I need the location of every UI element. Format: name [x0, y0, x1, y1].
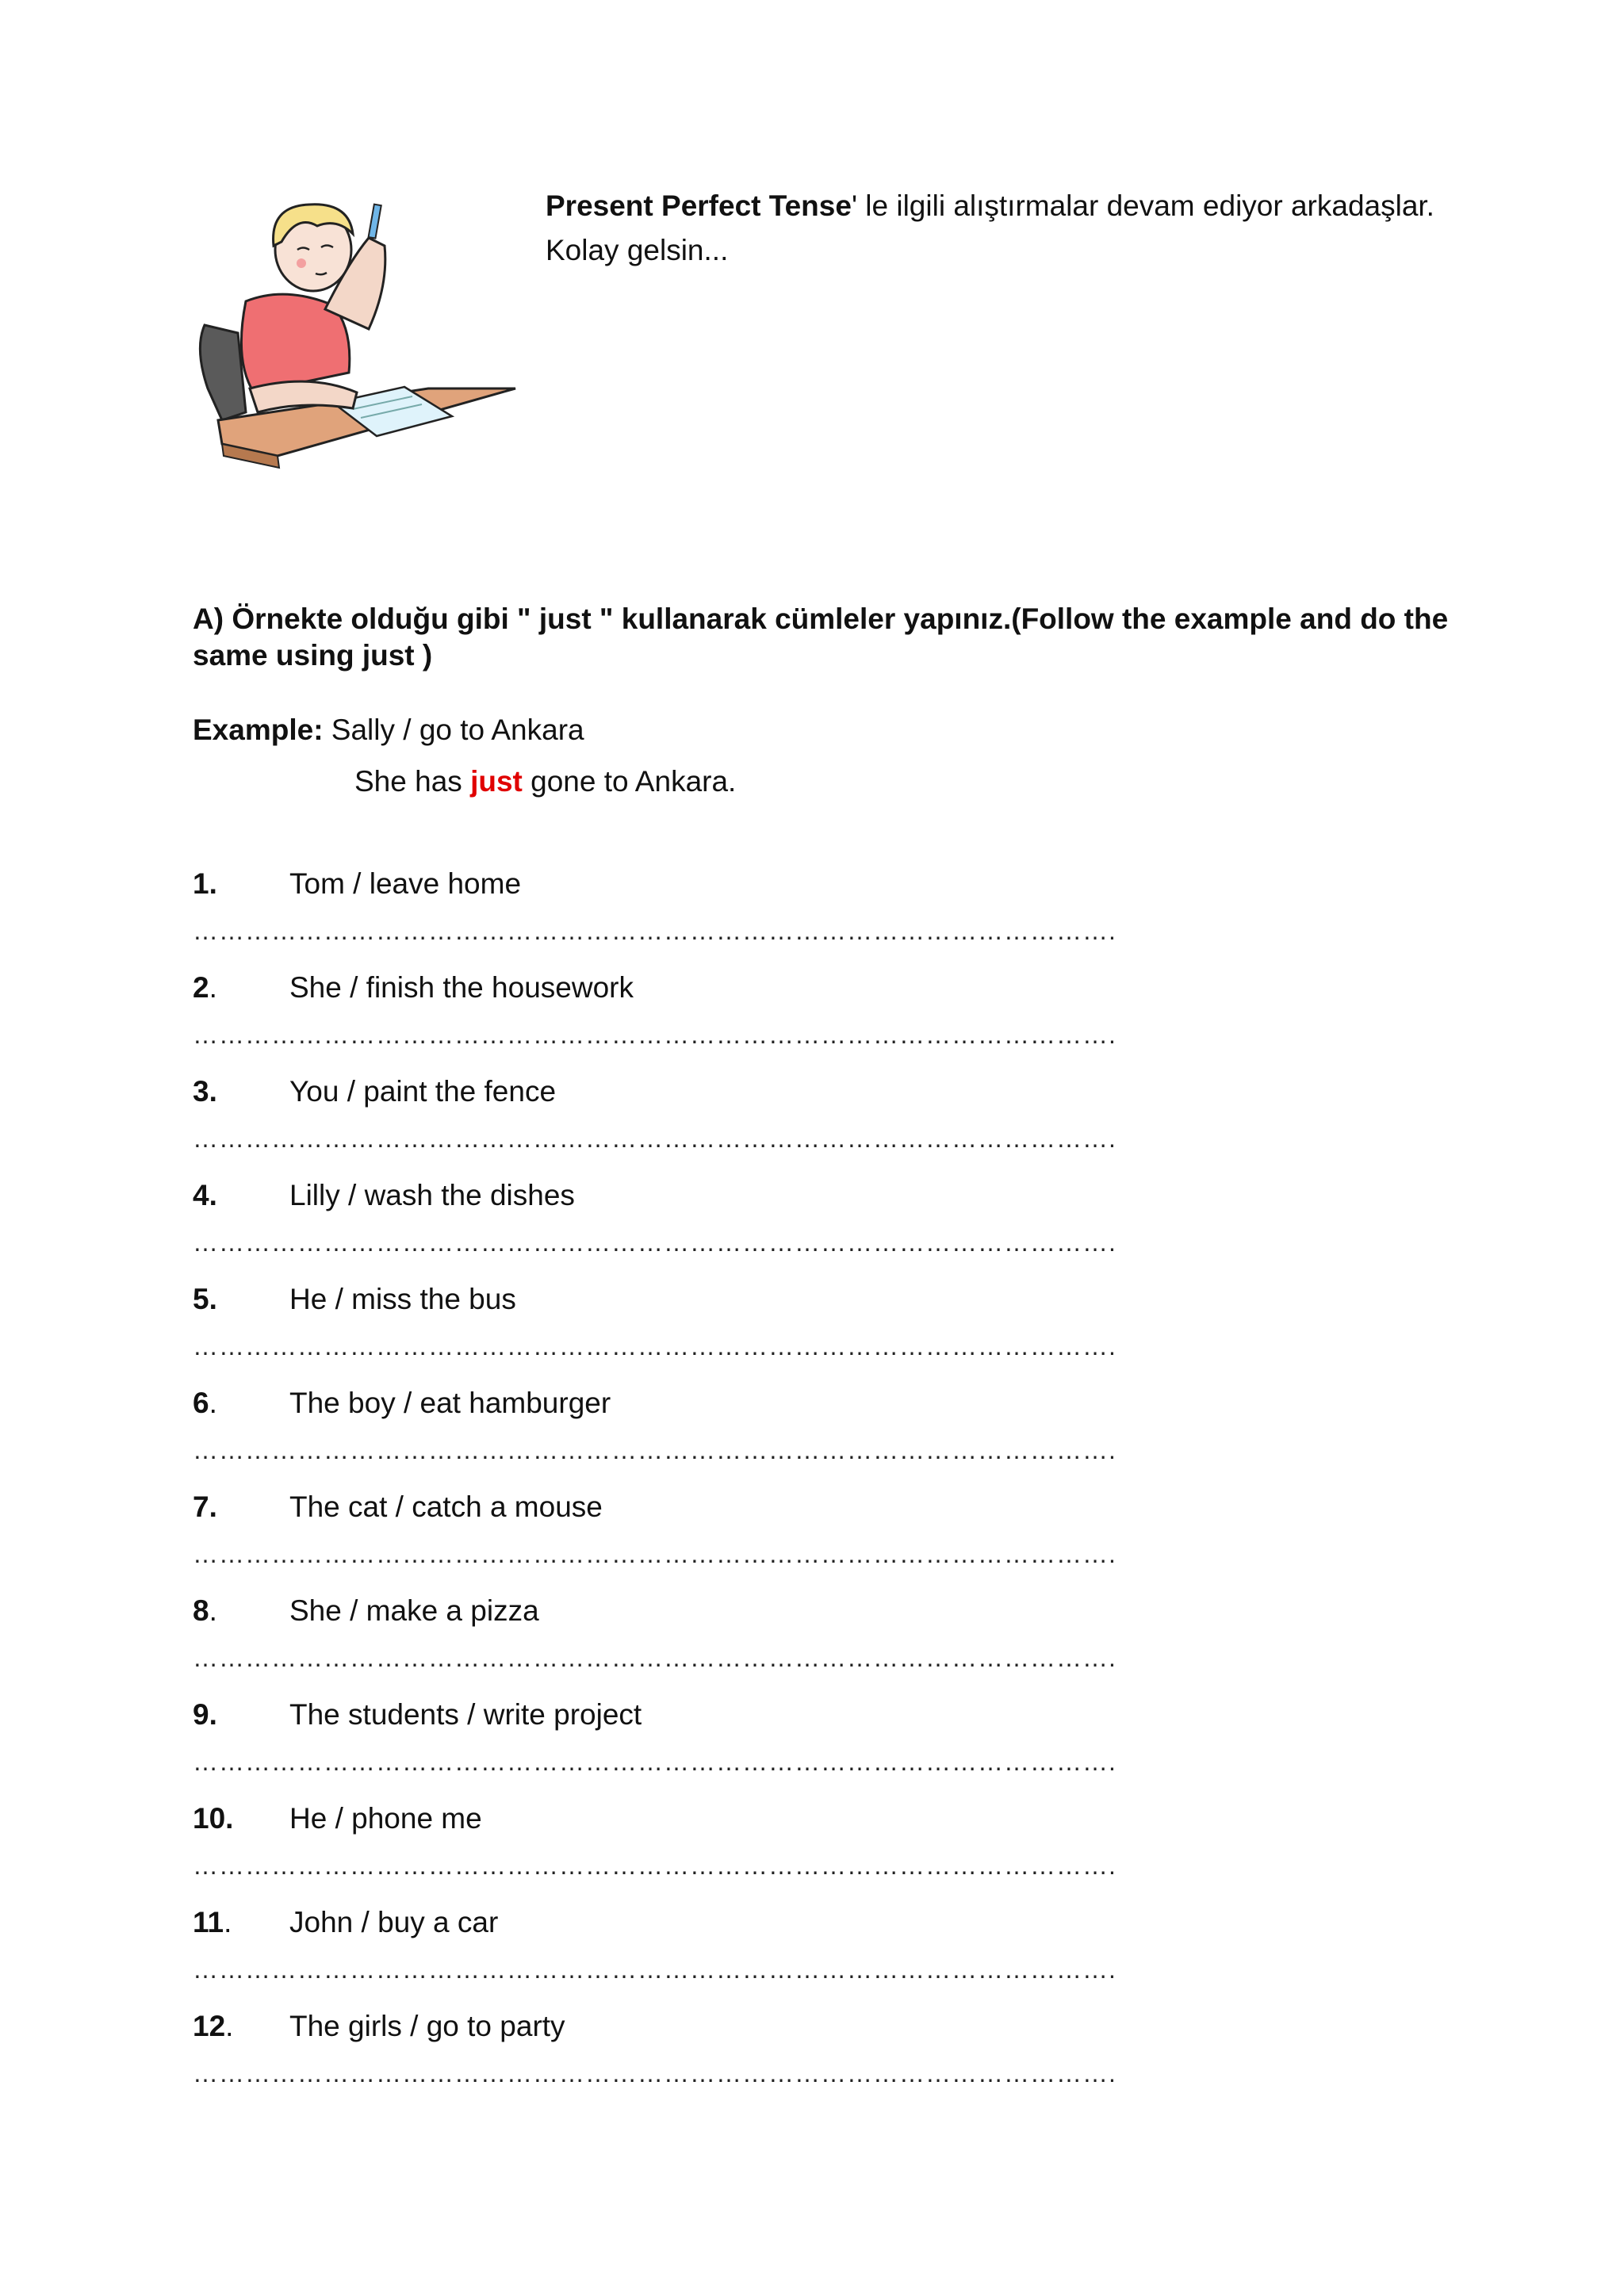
answer-line[interactable]: ……………………………………………………………………………………………. — [193, 916, 1116, 945]
item-number — [193, 1383, 217, 1423]
answer-line[interactable]: ……………………………………………………………………………………………. — [193, 1228, 1116, 1257]
item-number — [193, 1280, 217, 1319]
item-prompt: The girls / go to party — [289, 2010, 565, 2042]
example-answer-before: She has — [354, 765, 471, 798]
intro-title: Present Perfect Tense — [546, 189, 852, 222]
item-prompt: The boy / eat hamburger — [289, 1387, 611, 1419]
item-number — [193, 2007, 233, 2046]
item-number — [193, 1695, 217, 1735]
answer-line[interactable]: ……………………………………………………………………………………………. — [193, 2059, 1116, 2087]
item-number — [193, 1176, 217, 1215]
item-number-digits: 5 — [193, 1283, 209, 1315]
item-number — [193, 1591, 217, 1631]
item-number-digits: 1 — [193, 867, 209, 900]
example-label: Example: — [193, 714, 324, 746]
item-number — [193, 864, 217, 904]
item-prompt: She / make a pizza — [289, 1594, 539, 1627]
item-number-suffix: . — [209, 1594, 217, 1627]
item-number-suffix: . — [209, 1179, 217, 1211]
student-at-desk-illustration — [190, 190, 523, 492]
intro-rest: ' le ilgili alıştırmalar devam ediyor arkadaşlar. Kolay gelsin... — [546, 189, 1434, 266]
item-number-digits: 8 — [193, 1594, 209, 1627]
answer-line[interactable]: ……………………………………………………………………………………………. — [193, 1436, 1116, 1464]
item-prompt: The students / write project — [289, 1698, 642, 1731]
exercise-list — [193, 864, 1303, 2110]
answer-line[interactable]: ……………………………………………………………………………………………. — [193, 1124, 1116, 1153]
item-prompt: You / paint the fence — [289, 1075, 557, 1108]
exercise-heading: A) Örnekte olduğu gibi " just " kullanarak cümleler yapınız.(Follow the example and do the same using just ) — [193, 603, 1449, 672]
item-number — [193, 1799, 233, 1839]
example-prompt-line — [193, 710, 584, 750]
item-number — [193, 1903, 232, 1942]
item-prompt: Tom / leave home — [289, 867, 522, 900]
answer-line[interactable]: ……………………………………………………………………………………………. — [193, 1540, 1116, 1568]
list-item — [193, 1799, 1303, 1903]
item-number-suffix: . — [224, 1906, 232, 1938]
item-prompt: He / phone me — [289, 1802, 482, 1835]
item-prompt: He / miss the bus — [289, 1283, 516, 1315]
list-item — [193, 1903, 1303, 2007]
item-prompt: She / finish the housework — [289, 971, 634, 1004]
example-answer-line — [354, 762, 736, 802]
item-number-suffix: . — [209, 867, 217, 900]
item-number-digits: 6 — [193, 1387, 209, 1419]
answer-line[interactable]: ……………………………………………………………………………………………. — [193, 1747, 1116, 1776]
item-number-suffix: . — [225, 1802, 234, 1835]
item-number-suffix: . — [209, 1075, 217, 1108]
item-number-suffix: . — [209, 1490, 217, 1523]
list-item — [193, 1591, 1303, 1695]
example-answer-highlight: just — [470, 765, 523, 798]
item-prompt: Lilly / wash the dishes — [289, 1179, 575, 1211]
item-number-digits: 3 — [193, 1075, 209, 1108]
list-item — [193, 968, 1303, 1072]
item-number — [193, 1072, 217, 1112]
list-item — [193, 1487, 1303, 1591]
item-number — [193, 968, 217, 1008]
item-number — [193, 1487, 217, 1527]
intro-text — [546, 184, 1457, 273]
list-item — [193, 1072, 1303, 1176]
answer-line[interactable]: ……………………………………………………………………………………………. — [193, 1851, 1116, 1880]
item-number-suffix: . — [209, 1698, 217, 1731]
list-item — [193, 1383, 1303, 1487]
list-item — [193, 1176, 1303, 1280]
answer-line[interactable]: ……………………………………………………………………………………………. — [193, 1020, 1116, 1049]
item-number-suffix: . — [225, 2010, 234, 2042]
answer-line[interactable]: ……………………………………………………………………………………………. — [193, 1955, 1116, 1984]
list-item — [193, 1280, 1303, 1383]
item-number-digits: 9 — [193, 1698, 209, 1731]
item-number-suffix: . — [209, 971, 217, 1004]
example-prompt: Sally / go to Ankara — [323, 714, 584, 746]
item-number-suffix: . — [209, 1387, 217, 1419]
item-prompt: John / buy a car — [289, 1906, 499, 1938]
item-number-digits: 4 — [193, 1179, 209, 1211]
list-item — [193, 864, 1303, 968]
answer-line[interactable]: ……………………………………………………………………………………………. — [193, 1332, 1116, 1360]
item-prompt: The cat / catch a mouse — [289, 1490, 603, 1523]
item-number-suffix: . — [209, 1283, 217, 1315]
list-item — [193, 2007, 1303, 2110]
item-number-digits: 12 — [193, 2010, 226, 2042]
item-number-digits: 2 — [193, 971, 209, 1004]
example-answer-after: gone to Ankara. — [522, 765, 737, 798]
item-number-digits: 11 — [193, 1906, 224, 1938]
item-number-digits: 10 — [193, 1802, 226, 1835]
answer-line[interactable]: ……………………………………………………………………………………………. — [193, 1644, 1116, 1672]
list-item — [193, 1695, 1303, 1799]
item-number-digits: 7 — [193, 1490, 209, 1523]
